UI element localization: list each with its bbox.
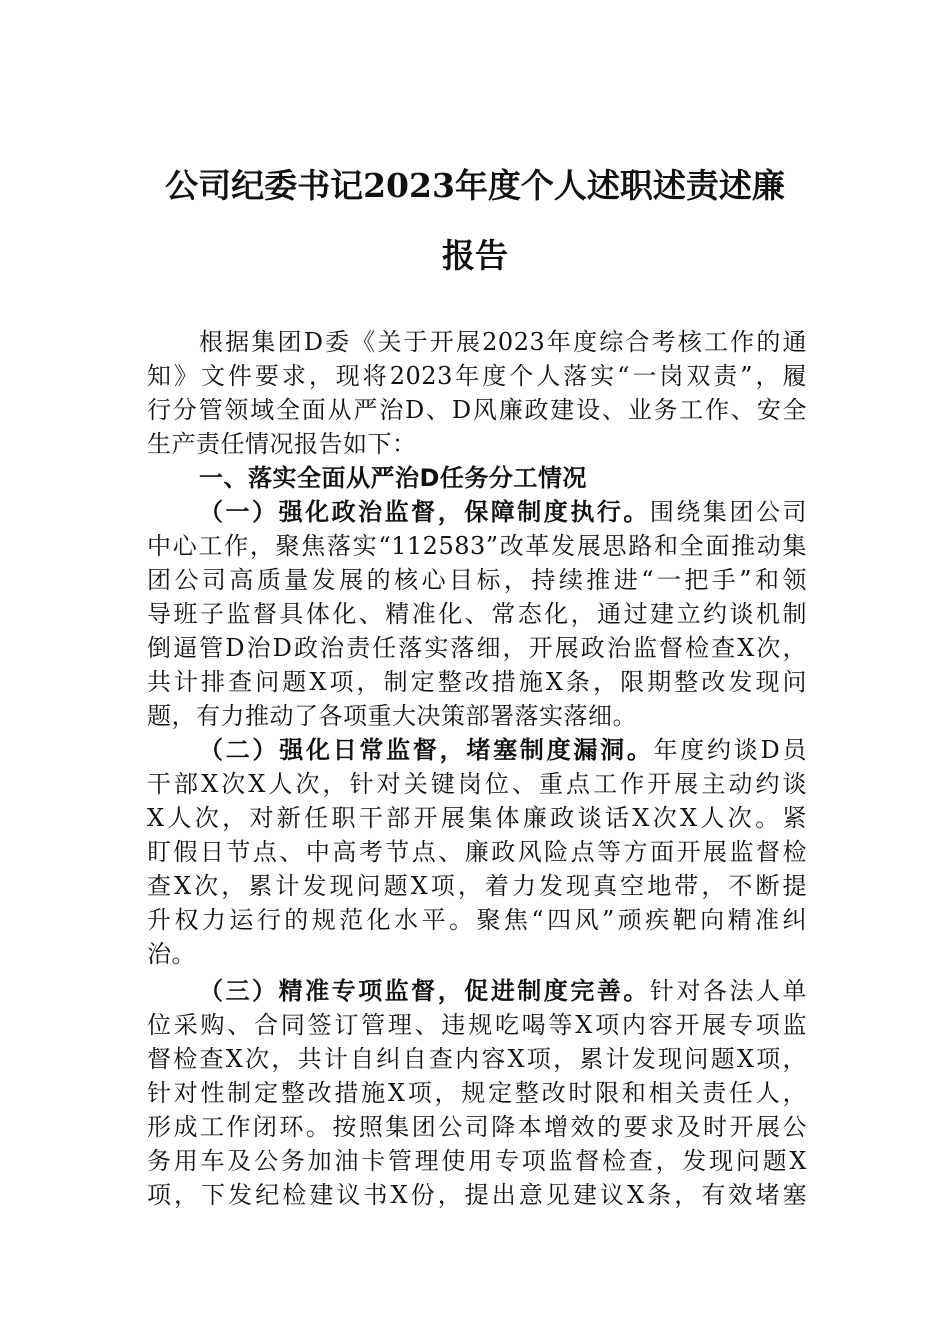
paragraph-text: 针对各法人单 (649, 977, 808, 1005)
paragraph-line: 共计排查问题X项，制定整改措施X条，限期整改发现问 (147, 668, 807, 696)
paragraph-text: 围绕集团公司 (649, 498, 808, 526)
subsection-heading: （二）强化日常监督，堵塞制度漏洞。 (199, 735, 654, 764)
subsection-heading: （三）精准专项监督，促进制度完善。 (199, 976, 650, 1005)
paragraph-line: 务用车及公务加油卡管理使用专项监督检查，发现问题X (147, 1147, 807, 1175)
intro-line: 生产责任情况报告如下： (147, 430, 417, 458)
paragraph-line: 倒逼管D治D政治责任落实落细，开展政治监督检查X次， (147, 634, 807, 662)
paragraph-line: 题，有力推动了各项重大决策部署落实落细。 (147, 702, 637, 730)
paragraph-line: 形成工作闭环。按照集团公司降本增效的要求及时开展公 (147, 1113, 807, 1141)
paragraph-line: 位采购、合同签订管理、违规吃喝等X项内容开展专项监 (147, 1011, 807, 1039)
intro-line: 行分管领域全面从严治D、D风廉政建设、业务工作、安全 (147, 396, 807, 424)
subsection-first-line (147, 974, 807, 1008)
paragraph-line: 盯假日节点、中高考节点、廉政风险点等方面开展监督检 (147, 838, 807, 866)
subsection-heading: （一）强化政治监督，保障制度执行。 (199, 497, 650, 526)
document-title-line-2: 报告 (442, 236, 508, 275)
paragraph-line: 查X次，累计发现问题X项，着力发现真空地带，不断提 (147, 872, 807, 900)
document-title-line-1: 公司纪委书记2023年度个人述职述责述廉 (165, 166, 785, 205)
subsection-first-line (147, 733, 807, 767)
subsection-first-line (147, 495, 807, 529)
paragraph-line: 导班子监督具体化、精准化、常态化，通过建立约谈机制 (147, 600, 807, 628)
paragraph-line: 中心工作，聚焦落实“112583”改革发展思路和全面推动集 (147, 532, 807, 560)
paragraph-line: 升权力运行的规范化水平。聚焦“四风”顽疾靶向精准纠 (147, 906, 807, 934)
intro-line: 根据集团D委《关于开展2023年度综合考核工作的通 (199, 328, 807, 356)
paragraph-line: 针对性制定整改措施X项，规定整改时限和相关责任人， (147, 1079, 807, 1107)
paragraph-line: 干部X次X人次，针对关键岗位、重点工作开展主动约谈 (147, 770, 807, 798)
paragraph-line: 治。 (147, 940, 196, 968)
document-body (147, 325, 807, 1212)
intro-line: 知》文件要求，现将2023年度个人落实“一岗双责”，履 (147, 362, 807, 390)
paragraph-line: 团公司高质量发展的核心目标，持续推进“一把手”和领 (147, 566, 807, 594)
paragraph-line: 项，下发纪检建议书X份，提出意见建议X条，有效堵塞 (147, 1181, 807, 1209)
paragraph-line: 督检查X次，共计自纠自查内容X项，累计发现问题X项， (147, 1045, 807, 1073)
paragraph-line: X人次，对新任职干部开展集体廉政谈话X次X人次。紧 (147, 804, 807, 832)
paragraph-text: 年度约谈D员 (653, 736, 807, 764)
section-heading: 一、落实全面从严治D任务分工情况 (199, 464, 587, 492)
